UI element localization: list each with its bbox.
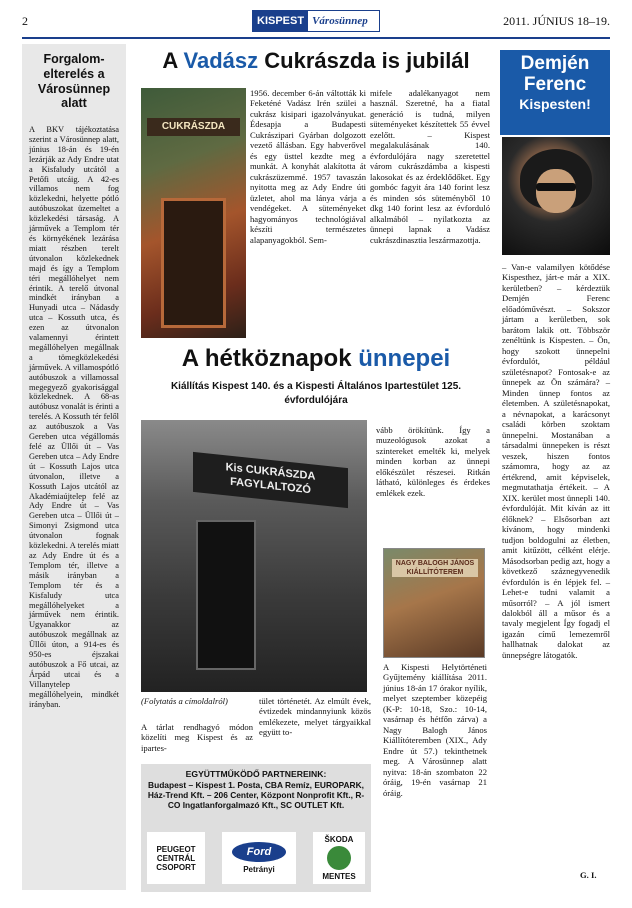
article2-column-b: tület történetét. Az elmúlt évek, évtizedek mindannyiunk közös emlékezete, melyet tárgyaikkal együtt to-: [259, 696, 371, 738]
cukraszda-photo: [141, 88, 246, 338]
article2-subtitle: Kiállítás Kispest 140. és a Kispesti Általános Ipartestület 125. évfordulójára: [170, 381, 462, 406]
article1-column-2: mifele adalékanyagot nem használ. Szeretné, ha a fiatal generáció is tudná, milyen süteményeket készítettek 55 évvel ezelőtt. – Kispest megalakulásának 140. évfordulójára nagy szeretettel várom cukrászdámba a kispesti lakosokat és az érdeklődőket. Egy gombóc fagyit ára 140 forint lesz és minden sós süteményből 10 dkg 140 forint lesz az évforduló alkalmából – nyilatkozta az ünnepi lapnak a Vadász cukrászdinasztia leszármazottja.: [370, 88, 490, 245]
demjen-heading-sub: Kispesten!: [519, 95, 591, 112]
article2-column-a: A tárlat rendhagyó módon közelíti meg Kispest és az ipartes-: [141, 722, 253, 753]
kispest-logo: [252, 10, 380, 32]
historic-shop-sign: Kis CUKRÁSZDA FAGYLALTOZÓ: [193, 452, 348, 508]
skoda-brand: ŠKODA: [324, 835, 354, 844]
skoda-arrow-icon: [327, 846, 351, 870]
cukraszda-sign: CUKRÁSZDA: [147, 118, 240, 136]
skoda-logo: [313, 832, 365, 884]
article1-title: [140, 48, 492, 84]
historic-shop-photo: [141, 420, 367, 692]
exhibition-hall-sign: NAGY BALOGH JÁNOS KIÁLLÍTÓTEREM: [392, 559, 478, 577]
sidebar-text: A BKV tájékoztatása szerint a Városünnep alatt, június 18-án és 19-én lezárják az Ady Endre utat a Kisfaludy utcától a Petőfi utcáig. A 42-es villamos nem fog közlekedni, helyette pótló autóbuszokat üzemeltet a közlekedési társaság. A járművek a Templom tér és környékének lezárása miatt részben terelt útvonalon közlekednek majd és így a Templom téri megállóhelyet nem érintik. A terelő útvonal mindkét irányban a Hunyadi utca – Nádasdy utca – Kossuth utca, és ezen az útvonalon valamennyi érintett megállóhelyen megállnak a tömegközlekedési járművek. A villamospótló autóbuszok a villamossal megegyező gyakorisággal közlekednek. A 68-as autóbusz vonalát is érinti a terelés. A Kossuth tér felől az autóbuszok a Vas Gereben utca végállomás felé az Üllői út – Vas Gereben utca – Ady Endre út – Kossuth Lajos utca útvonalon, illetve a Kossuth Lajos utcától az Akadémiaújtelep felé az Ady Endre út – Vas Gereben utca – Üllői út – Simonyi Zsigmond utca útvonalon fognak közlekedni. A terelés miatt az Ady Endre út és a Templom tér, illetve a másik irányban a Templom tér és a Kisfaludy utca megállóhelyeket a járművek nem érintik. Ugyanakkor az autóbuszok megállnak az Üllői úton, a 914-es és 950-es éjszakai autóbuszok a Fő utcai, az Árpád utcai és a Villanytelep megállóhelyein, mindkét irányban.: [29, 125, 119, 709]
exhibition-info: A Kispesti Helytörténeti Gyűjtemény kiállítása 2011. június 18-án 17 órakor nyílik, melyet szeptember közepéig (K-P: 10-18, Szo.: 10-14, vasárnap és hétfőn zárva) a Nagy Balogh János Kiállítóteremben (XIX., Ady Endre út 57.) tekinthetnek meg. A Városünnep alatt nyitva: 18-án szombaton 22 óráig, 19-én vasárnap 21 óráig.: [383, 662, 487, 798]
continuation-caption: (Folytatás a címoldalról): [141, 696, 228, 706]
article2-right-column: vább örökítünk. Így a muzeológusok azokat a szintereket emelték ki, melyek minden korban az ünnepi előkészület részesei. Ritkán látható, különleges és érdekes emlékek ezek.: [376, 425, 490, 498]
ford-logo: [222, 832, 296, 884]
ford-dealer-name: Petrányi: [243, 865, 275, 874]
demjen-heading: [500, 50, 610, 135]
author-signature: G. I.: [580, 870, 597, 880]
peugeot-logo: [147, 832, 205, 884]
demjen-face: [536, 169, 576, 213]
historic-shop-entrance: [196, 520, 256, 670]
partner-logos: [147, 829, 365, 887]
skoda-dealer-name: MENTES: [322, 872, 356, 881]
article2-title-pre: A hétköznapok: [181, 345, 359, 372]
article2-title: [140, 345, 492, 377]
partners-list: Budapest – Kispest 1. Posta, CBA Remíz, EUROPARK, Ház-Trend Kft. – 206 Center, Központ Nonprofit Kft., R-CO Ingatlanforgalmazó Kft., SC OUTLET Kft.: [147, 780, 365, 811]
article2-title-blue: ünnepei: [358, 345, 451, 372]
article1-title-post: Cukrászda is jubilál: [258, 48, 470, 73]
partners-heading: EGYÜTTMŰKÖDŐ PARTNEREINK:: [185, 769, 327, 779]
logo-kispest: KISPEST: [253, 11, 308, 31]
header-rule: [22, 37, 610, 39]
logo-varosunnep: Városünnep: [312, 15, 368, 27]
partners-box: [141, 764, 371, 892]
sidebar-title: Forgalom-elterelés a Városünnep alatt: [37, 52, 111, 111]
demjen-photo: [502, 137, 610, 255]
exhibition-hall-photo: [383, 548, 485, 658]
shop-door: [161, 198, 226, 328]
traffic-sidebar: [22, 44, 126, 890]
article1-column-1: 1956. december 6-án váltották ki Feketéné Vadász Irén szülei a cukrász kisipari igazolványukat. Édesapja a Budapesti Cukrászipari Gyárban dolgozott vezető állásban. Egy habverővel és egy üsttel kezdte meg a munkát. A konyhát alakította át cukrászüzemmé. 1957 tavaszán nyitotta meg az Ady Endre úti üzletet, ahol ma lánya várja a vendégeket. A süteményeket hagyományos technológiával készíti természetes alapanyagokból. Sem-: [250, 88, 366, 245]
demjen-glasses: [536, 183, 576, 191]
page-number: 2: [22, 14, 28, 28]
article1-title-pre: A: [162, 48, 184, 73]
issue-date: 2011. JÚNIUS 18–19.: [503, 14, 610, 28]
ford-oval-icon: Ford: [232, 842, 286, 862]
demjen-heading-name: Demjén Ferenc: [520, 53, 590, 95]
demjen-interview: – Van-e valamilyen kötődése Kispesthez, járt-e már a XIX. kerületben? – kérdeztük Demjén Ferenc előadóművészt. – Sokszor jártam a kerületben, sok barátom lakik ott. Többször zenéltünk is Kispesten. – Ön, hogy szokott ünnepelni évfordulót, például születésnapot? Fontosak-e az ünnepek az Ön számára? – Minden ünnep fontos az életemben. A születésnapokat, a névnapokat, a karácsonyt családi körben szoktam ünnepelni. Mostanában a társadalmi ünnepeken is részt veszek, hiszen fontos számomra, hogy az az értékrend, amit képviselek, megmutathatja értékeit. – A XIX. kerület most ünnepli 140. évfordulóját. Mit kíván az itt élőknek? – Elsősorban azt kívánom, hogy mindenki tudjon boldogulni az életben, amit kitűzött, célként elérje. Másodsorban pedig azt, hogy a következő száznegyvenedik évfordulón is én lépjek fel. – Lehet-e tudni valamit a műsorról? – A jól ismert dalokból áll a műsor és a tavaly megjelent Így fogadj el igazán című lemezemről hallhatnak dalokat az ünnepségre látogatók.: [502, 262, 610, 660]
peugeot-logo-text: PEUGEOT CENTRÁL CSOPORT: [156, 844, 196, 872]
article1-title-blue: Vadász: [183, 48, 259, 73]
